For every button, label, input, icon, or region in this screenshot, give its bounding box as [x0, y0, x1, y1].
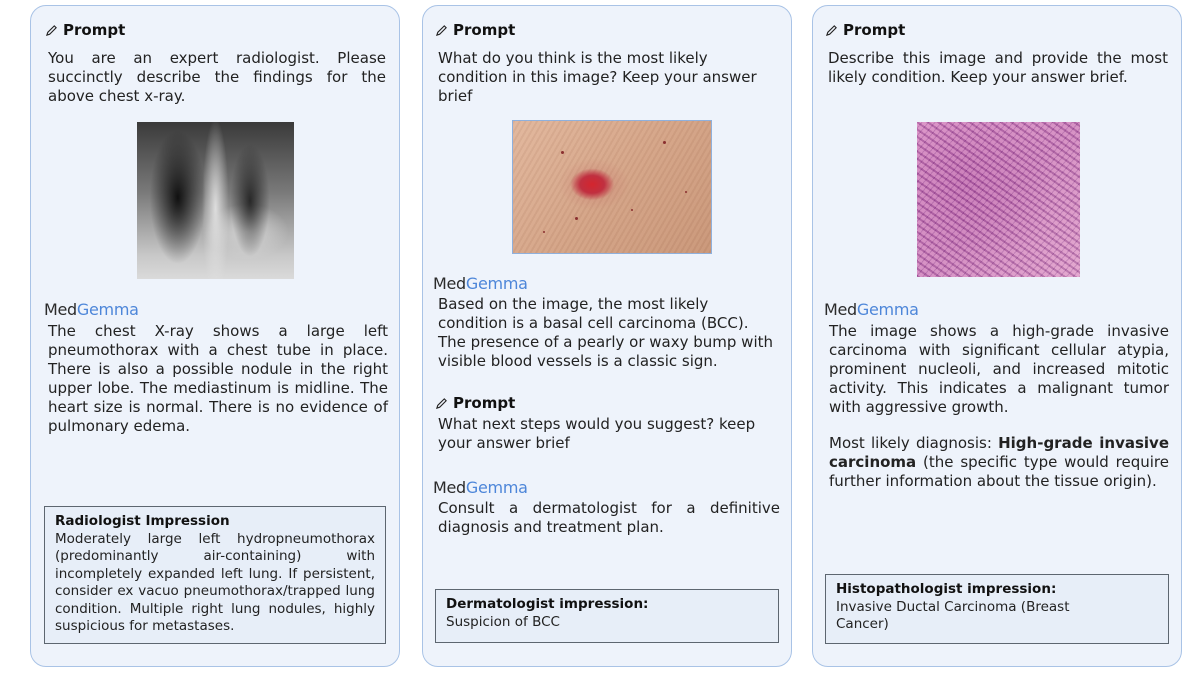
- medgemma-logo: MedGemma: [433, 274, 528, 293]
- pencil-icon: [825, 24, 838, 37]
- prompt-label: Prompt: [453, 394, 516, 412]
- dermatology-card: [422, 5, 792, 667]
- medgemma-logo-2: MedGemma: [433, 478, 528, 497]
- skin-lesion-image: [512, 120, 712, 254]
- diagnosis-highlight: High-grade invasive carcinoma: [829, 434, 1170, 471]
- histopathology-image: [917, 122, 1080, 277]
- medgemma-logo: MedGemma: [824, 300, 919, 319]
- model-response: The image shows a high-grade invasive carcinoma with significant cellular atypia, prominent nucleoli, and increased mitotic activity. This indicates a malignant tumor with aggressive growth.: [829, 322, 1169, 416]
- histopathology-card: [812, 5, 1182, 667]
- pencil-icon: [435, 397, 448, 410]
- prompt-text: What do you think is the most likely condition in this image? Keep your answer brief: [438, 49, 757, 105]
- pencil-icon: [435, 24, 448, 37]
- prompt-label: Prompt: [63, 21, 126, 39]
- impression-text: Suspicion of BCC: [446, 613, 560, 630]
- prompt-text: Describe this image and provide the most likely condition. Keep your answer brief.: [828, 49, 1168, 86]
- medgemma-logo: MedGemma: [44, 300, 139, 319]
- prompt-header: [825, 21, 905, 39]
- model-response: The chest X-ray shows a large left pneumothorax with a chest tube in place. There is also a possible nodule in the right upper lobe. The mediastinum is midline. The heart size is normal. There is no evidence of pulmonary edema.: [48, 322, 388, 435]
- impression-title: Radiologist Impression: [55, 513, 230, 529]
- prompt-text: You are an expert radiologist. Please succinctly describe the findings for the above chest x-ray.: [48, 49, 386, 105]
- radiologist-impression-box: [44, 506, 386, 644]
- prompt-label: Prompt: [843, 21, 906, 39]
- radiology-card: [30, 5, 400, 667]
- model-response-2: Consult a dermatologist for a definitive diagnosis and treatment plan.: [438, 499, 780, 536]
- prompt-header: [435, 21, 515, 39]
- diagnosis-text: Most likely diagnosis: High-grade invasive carcinoma (the specific type would require further information about the tissue origin).: [829, 434, 1170, 490]
- model-response: Based on the image, the most likely condition is a basal cell carcinoma (BCC). The presence of a pearly or waxy bump with visible blood vessels is a classic sign.: [438, 295, 774, 370]
- histopathologist-impression-box: [825, 574, 1169, 644]
- chest-xray-image: [137, 122, 294, 279]
- prompt-header-2: [435, 394, 515, 412]
- prompt-header: [45, 21, 125, 39]
- impression-text: Invasive Ductal Carcinoma (Breast Cancer): [836, 598, 1070, 632]
- impression-title: Dermatologist impression:: [446, 596, 649, 612]
- impression-text: Moderately large left hydropneumothorax (predominantly air-containing) with incompletely expanded left lung. If persistent, consider ex vacuo pneumothorax/trapped lung condition. Multiple right lung nodules, highly suspicious for metastases.: [55, 530, 375, 634]
- dermatologist-impression-box: [435, 589, 779, 643]
- pencil-icon: [45, 24, 58, 37]
- prompt-label: Prompt: [453, 21, 516, 39]
- impression-title: Histopathologist impression:: [836, 581, 1057, 597]
- prompt-text-2: What next steps would you suggest? keep your answer brief: [438, 415, 756, 452]
